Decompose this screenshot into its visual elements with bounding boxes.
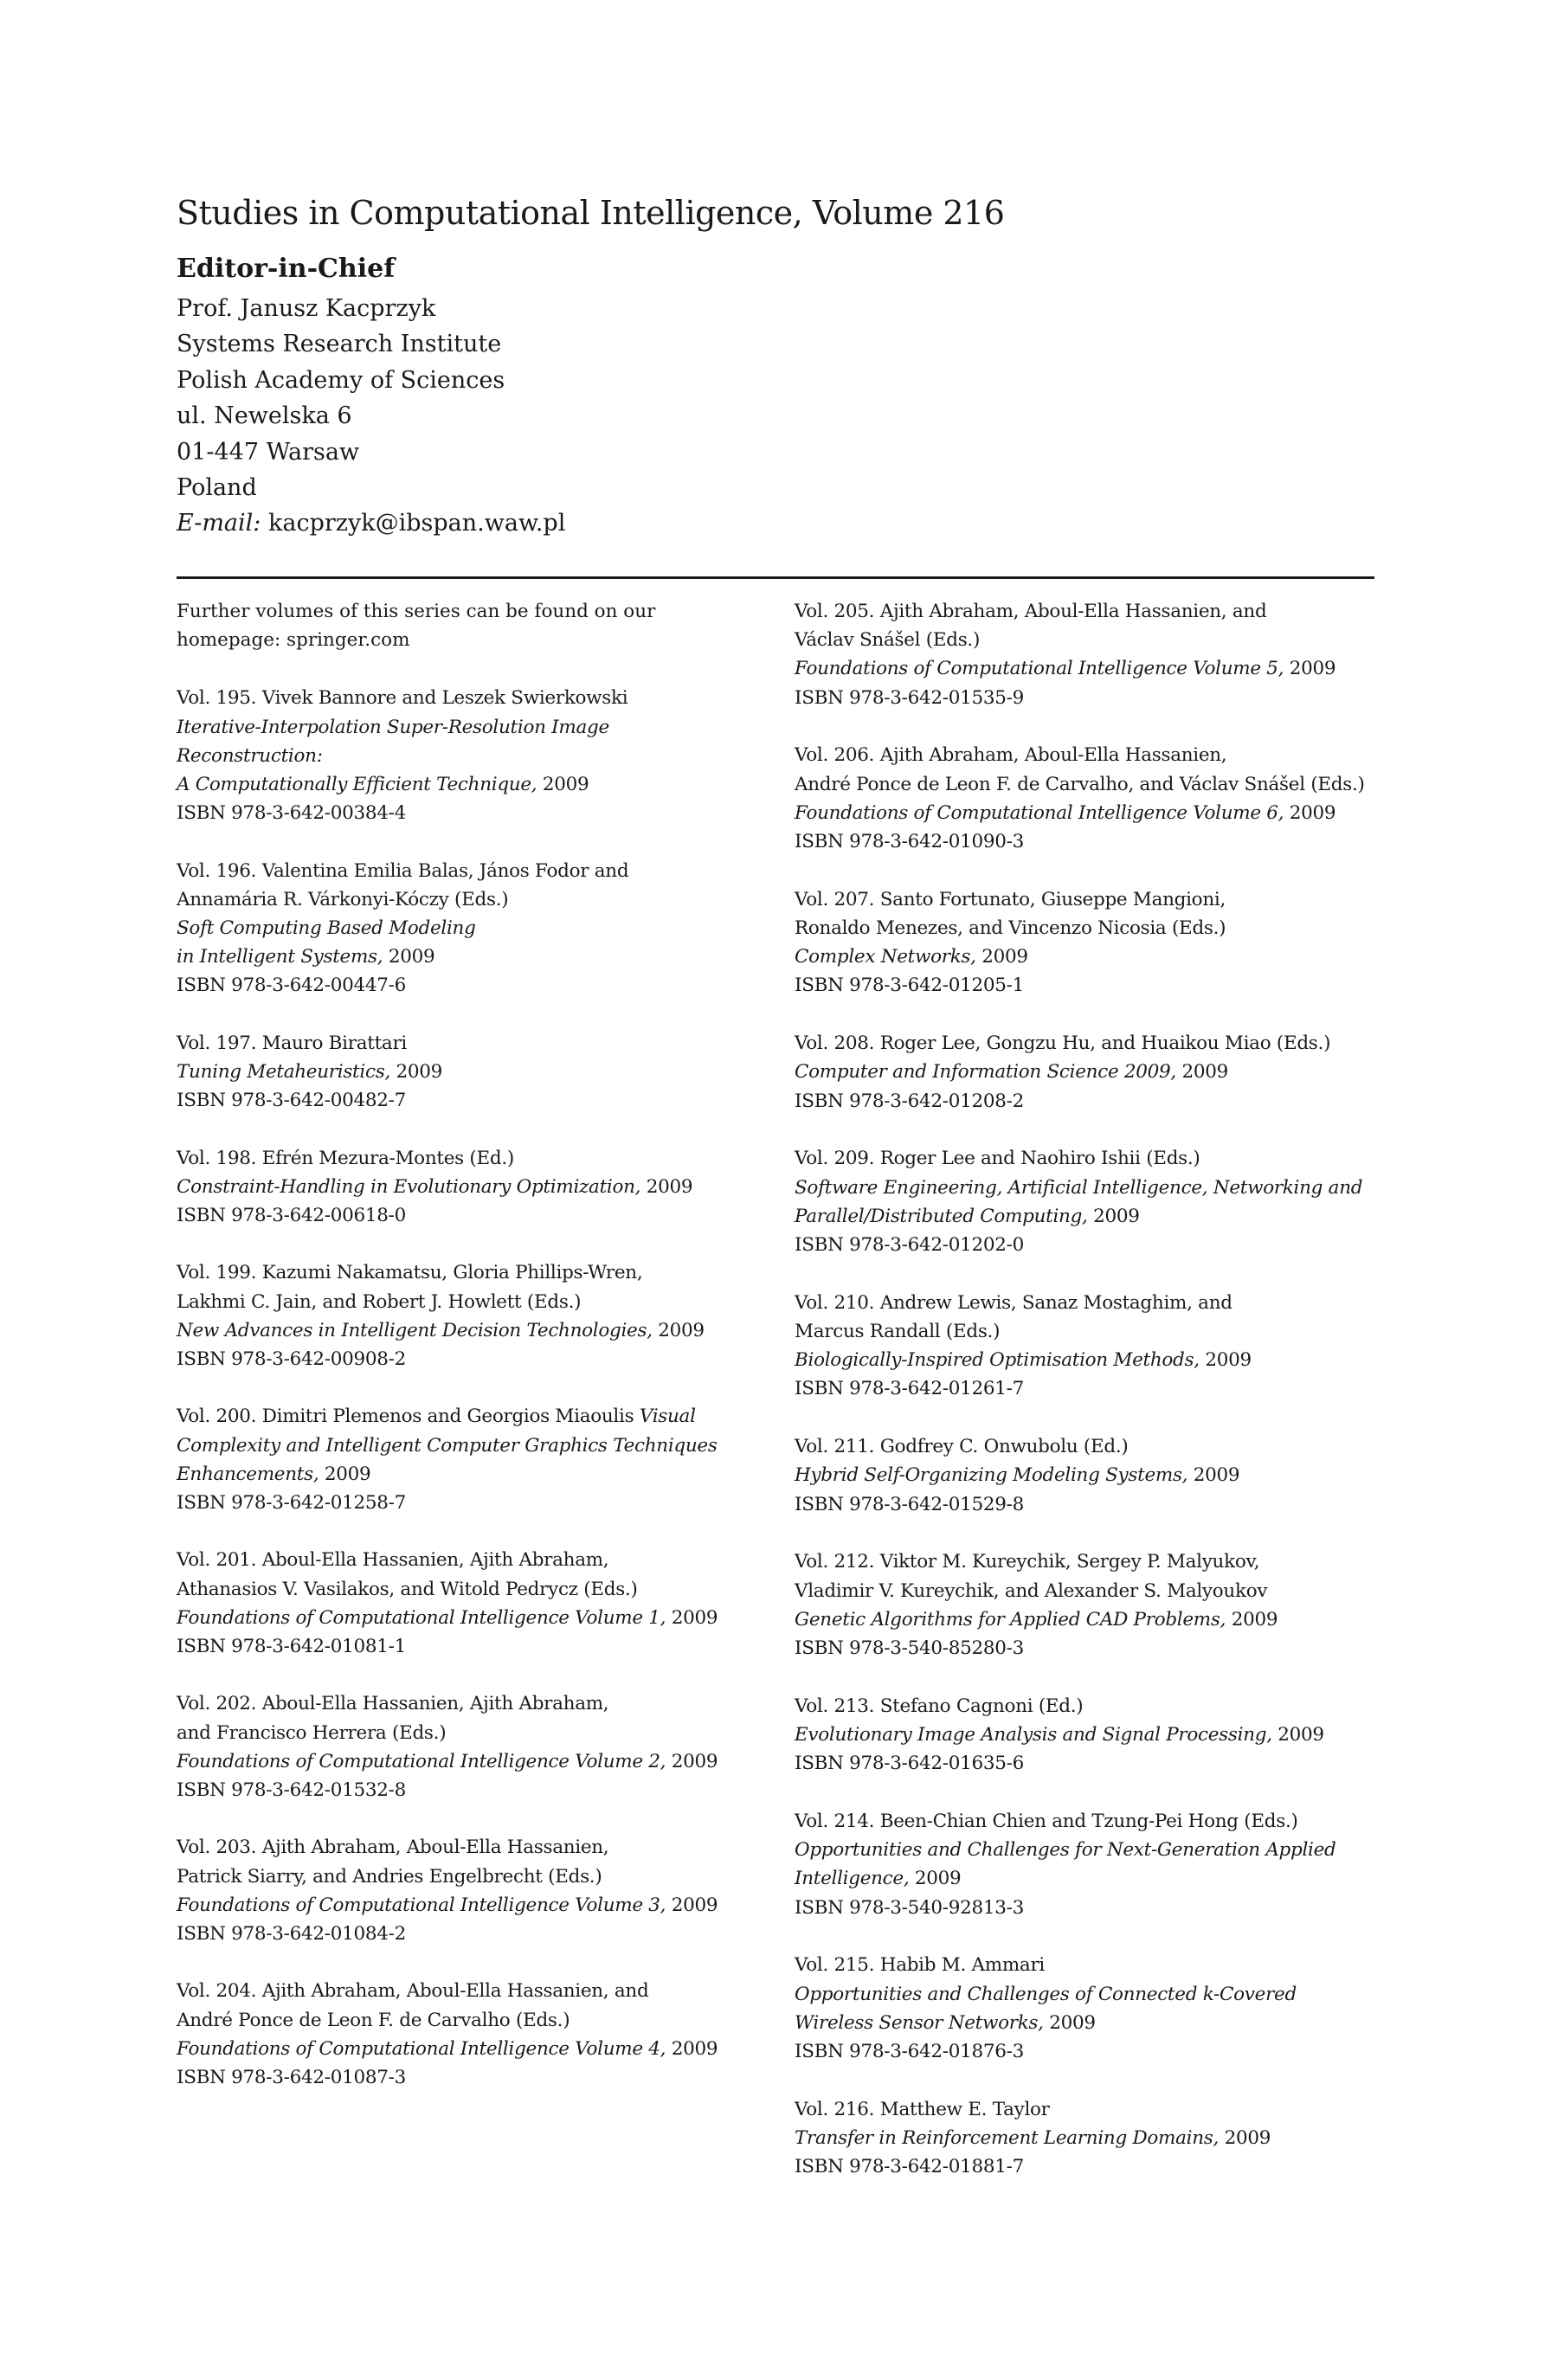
volume-text: Vol. 203. Ajith Abraham, Aboul-Ella Hassanien, bbox=[177, 1836, 609, 1859]
volume-text: ISBN 978-3-642-00908-2 bbox=[177, 1348, 406, 1371]
volume-line bbox=[177, 1862, 765, 1891]
volume-year: 2009 bbox=[1219, 2127, 1271, 2150]
volume-entry bbox=[177, 1689, 765, 1804]
volume-text: Vol. 213. Stefano Cagnoni (Ed.) bbox=[795, 1695, 1084, 1717]
volume-title-text: Complex Networks, bbox=[795, 946, 976, 968]
volume-line bbox=[177, 1431, 765, 1460]
volume-line bbox=[795, 654, 1383, 683]
volume-text: ISBN 978-3-642-01532-8 bbox=[177, 1779, 406, 1802]
volume-line bbox=[177, 1201, 765, 1230]
volume-entry bbox=[177, 1977, 765, 2092]
volume-entry bbox=[795, 1951, 1383, 2066]
volume-year: 2009 bbox=[909, 1868, 962, 1890]
volume-text: Vol. 197. Mauro Birattari bbox=[177, 1032, 408, 1054]
volume-line bbox=[795, 597, 1383, 626]
volume-entry bbox=[177, 1402, 765, 1517]
volume-text: ISBN 978-3-642-01087-3 bbox=[177, 2067, 406, 2089]
volume-text: ISBN 978-3-642-01881-7 bbox=[795, 2156, 1024, 2178]
volume-year: 2009 bbox=[383, 946, 435, 968]
volume-line bbox=[177, 1776, 765, 1804]
volume-text: ISBN 978-3-540-85280-3 bbox=[795, 1637, 1024, 1660]
volume-line bbox=[795, 1058, 1383, 1086]
volume-text: Vol. 207. Santo Fortunato, Giuseppe Mangioni, bbox=[795, 888, 1226, 910]
volume-text: Vol. 201. Aboul-Ella Hassanien, Ajith Abraham, bbox=[177, 1549, 609, 1572]
volume-title-text: Biologically-Inspired Optimisation Methods, bbox=[795, 1349, 1200, 1372]
volume-line bbox=[795, 1605, 1383, 1634]
volume-line bbox=[177, 1058, 765, 1086]
volume-line bbox=[795, 1087, 1383, 1116]
volume-text: André Ponce de Leon F. de Carvalho, and Václav Snášel (Eds.) bbox=[795, 773, 1365, 795]
volume-entry bbox=[795, 885, 1383, 1000]
volume-line bbox=[177, 1747, 765, 1776]
volume-line bbox=[795, 2037, 1383, 2066]
volume-line bbox=[177, 1489, 765, 1517]
series-title: Studies in Computational Intelligence, Volume 216 bbox=[177, 194, 1005, 232]
volume-line bbox=[177, 2006, 765, 2035]
volume-year: 2009 bbox=[1175, 1061, 1229, 1084]
volume-year: 2009 bbox=[319, 1463, 371, 1485]
volume-line bbox=[177, 1086, 765, 1115]
volume-title-text: Evolutionary Image Analysis and Signal Processing, bbox=[795, 1724, 1272, 1746]
volume-line bbox=[795, 1749, 1383, 1778]
volume-title-text: Transfer in Reinforcement Learning Domains, bbox=[795, 2127, 1220, 2150]
volume-year: 2009 bbox=[1043, 2011, 1096, 2034]
volume-line bbox=[177, 885, 765, 914]
volume-title-text: Reconstruction: bbox=[177, 744, 323, 767]
volume-text: Vol. 204. Ajith Abraham, Aboul-Ella Hassanien, and bbox=[177, 1980, 649, 2003]
volume-year: 2009 bbox=[666, 1606, 718, 1629]
volume-year: 2009 bbox=[1284, 801, 1336, 824]
volume-entry bbox=[795, 2095, 1383, 2182]
volume-line bbox=[795, 2152, 1383, 2181]
volume-entry bbox=[177, 1546, 765, 1661]
volume-line bbox=[795, 626, 1383, 654]
volume-line bbox=[795, 1836, 1383, 1864]
volume-text: ISBN 978-3-642-01635-6 bbox=[795, 1753, 1024, 1775]
volume-line bbox=[177, 942, 765, 971]
volume-year: 2009 bbox=[537, 774, 589, 796]
intro-line-2: homepage: springer.com bbox=[177, 629, 410, 652]
volume-line bbox=[177, 1173, 765, 1201]
volume-line bbox=[795, 1374, 1383, 1403]
volume-line bbox=[795, 1980, 1383, 2009]
volume-line bbox=[177, 1258, 765, 1287]
volume-text: Marcus Randall (Eds.) bbox=[795, 1321, 1001, 1343]
volume-title-text: Tuning Metaheuristics, bbox=[177, 1061, 390, 1084]
volume-title-text: Visual bbox=[634, 1405, 696, 1428]
volume-title-text: A Computationally Efficient Technique, bbox=[177, 774, 537, 796]
volume-line bbox=[177, 914, 765, 942]
volume-line bbox=[177, 1460, 765, 1489]
volume-line bbox=[177, 713, 765, 742]
volume-line bbox=[177, 1575, 765, 1604]
volume-text: Vol. 214. Been-Chian Chien and Tzung-Pei Hong (Eds.) bbox=[795, 1811, 1298, 1833]
email-address[interactable]: kacprzyk@ibspan.waw.pl bbox=[268, 510, 566, 537]
volume-line bbox=[795, 1894, 1383, 1922]
volume-text: ISBN 978-3-642-01081-1 bbox=[177, 1636, 406, 1658]
volume-text: ISBN 978-3-642-01258-7 bbox=[177, 1492, 406, 1515]
volume-entry bbox=[795, 1547, 1383, 1663]
volume-line bbox=[177, 1288, 765, 1316]
section-divider bbox=[177, 576, 1374, 579]
volume-text: Ronaldo Menezes, and Vincenzo Nicosia (Eds.) bbox=[795, 917, 1226, 940]
volume-year: 2009 bbox=[975, 946, 1028, 968]
volume-line bbox=[795, 971, 1383, 1000]
volume-text: ISBN 978-3-642-01876-3 bbox=[795, 2041, 1024, 2063]
volume-line bbox=[795, 1174, 1383, 1202]
volume-entry bbox=[795, 1029, 1383, 1116]
volume-line bbox=[177, 1316, 765, 1345]
volume-text: ISBN 978-3-642-01261-7 bbox=[795, 1378, 1024, 1400]
volume-text: Annamária R. Várkonyi-Kóczy (Eds.) bbox=[177, 888, 509, 910]
volume-year: 2009 bbox=[666, 1750, 718, 1772]
volume-year: 2009 bbox=[1226, 1608, 1278, 1631]
volume-line bbox=[177, 1632, 765, 1661]
volume-text: ISBN 978-3-642-01090-3 bbox=[795, 831, 1024, 853]
volume-year: 2009 bbox=[666, 2037, 718, 2060]
editor-country: Poland bbox=[177, 474, 257, 502]
volume-year: 2009 bbox=[389, 1061, 443, 1084]
volume-line bbox=[177, 1689, 765, 1718]
volume-line bbox=[795, 684, 1383, 712]
volume-title-text: Wireless Sensor Networks, bbox=[795, 2011, 1044, 2034]
volume-line bbox=[177, 1345, 765, 1373]
volume-line bbox=[795, 942, 1383, 971]
volume-line bbox=[177, 1402, 765, 1431]
volume-line bbox=[795, 1721, 1383, 1749]
volume-year: 2009 bbox=[652, 1319, 705, 1341]
volume-text: Vol. 202. Aboul-Ella Hassanien, Ajith Abraham, bbox=[177, 1693, 609, 1715]
volume-line bbox=[795, 1202, 1383, 1231]
volume-year: 2009 bbox=[666, 1894, 718, 1916]
volume-line bbox=[795, 741, 1383, 769]
volume-text: Vol. 208. Roger Lee, Gongzu Hu, and Huaikou Miao (Eds.) bbox=[795, 1032, 1331, 1055]
volume-text: Vol. 211. Godfrey C. Onwubolu (Ed.) bbox=[795, 1436, 1129, 1458]
volume-text: Vol. 212. Viktor M. Kureychik, Sergey P. Malyukov, bbox=[795, 1551, 1260, 1573]
intro-spacer bbox=[177, 654, 765, 684]
volume-line bbox=[177, 2035, 765, 2063]
volume-line bbox=[795, 2095, 1383, 2124]
volume-text: Vol. 196. Valentina Emilia Balas, János Fodor and bbox=[177, 859, 629, 882]
volume-line bbox=[177, 1833, 765, 1862]
volume-title-text: in Intelligent Systems, bbox=[177, 946, 383, 968]
volume-entry bbox=[177, 1258, 765, 1373]
volume-line bbox=[177, 857, 765, 885]
volume-text: Vol. 206. Ajith Abraham, Aboul-Ella Hassanien, bbox=[795, 744, 1227, 767]
volume-title-text: Foundations of Computational Intelligence Volume 1, bbox=[177, 1606, 666, 1629]
volume-text: Vladimir V. Kureychik, and Alexander S. Malyoukov bbox=[795, 1579, 1268, 1602]
volume-year: 2009 bbox=[1187, 1464, 1240, 1487]
volume-text: ISBN 978-3-642-00447-6 bbox=[177, 975, 406, 997]
volume-entry bbox=[795, 1807, 1383, 1922]
volume-entry bbox=[795, 1432, 1383, 1519]
volume-text: ISBN 978-3-642-00384-4 bbox=[177, 802, 406, 825]
volumes-column-left bbox=[177, 597, 765, 2120]
volume-text: Vol. 195. Vivek Bannore and Leszek Swierkowski bbox=[177, 687, 628, 710]
volume-line bbox=[177, 770, 765, 799]
volume-line bbox=[177, 1546, 765, 1574]
volume-title-text: Foundations of Computational Intelligence Volume 3, bbox=[177, 1894, 666, 1916]
volume-text: ISBN 978-3-540-92813-3 bbox=[795, 1896, 1024, 1919]
editor-email bbox=[177, 505, 565, 541]
volume-line bbox=[177, 742, 765, 770]
volume-year: 2009 bbox=[1199, 1349, 1252, 1372]
volume-text: ISBN 978-3-642-00618-0 bbox=[177, 1205, 406, 1227]
volume-text: Vol. 216. Matthew E. Taylor bbox=[795, 2098, 1050, 2120]
volume-year: 2009 bbox=[1271, 1724, 1324, 1746]
volume-text: Vol. 198. Efrén Mezura-Montes (Ed.) bbox=[177, 1147, 514, 1169]
volume-text: Athanasios V. Vasilakos, and Witold Pedrycz (Eds.) bbox=[177, 1578, 638, 1600]
volume-title-text: Constraint-Handling in Evolutionary Optimization, bbox=[177, 1175, 641, 1198]
volume-line bbox=[795, 799, 1383, 827]
email-label: E-mail: bbox=[177, 510, 261, 537]
volume-line bbox=[795, 1461, 1383, 1489]
volume-line bbox=[795, 1289, 1383, 1317]
volume-title-text: Soft Computing Based Modeling bbox=[177, 917, 476, 940]
volume-line bbox=[795, 914, 1383, 942]
volume-text: Vol. 205. Ajith Abraham, Aboul-Ella Hassanien, and bbox=[795, 601, 1267, 622]
volume-text: ISBN 978-3-642-01205-1 bbox=[795, 975, 1024, 997]
volume-line bbox=[177, 1144, 765, 1173]
volume-line bbox=[177, 1029, 765, 1058]
volume-line bbox=[177, 2063, 765, 2092]
volume-title-text: Foundations of Computational Intelligence Volume 4, bbox=[177, 2037, 666, 2060]
volume-title-text: Opportunities and Challenges of Connected k-Covered bbox=[795, 1983, 1297, 2005]
volume-text: Vol. 209. Roger Lee and Naohiro Ishii (Eds.) bbox=[795, 1148, 1200, 1170]
intro-line-1: Further volumes of this series can be found on our bbox=[177, 601, 656, 622]
editor-institute: Systems Research Institute bbox=[177, 331, 502, 358]
volume-entry bbox=[795, 1144, 1383, 1259]
volume-entry bbox=[795, 1692, 1383, 1779]
volume-line bbox=[795, 885, 1383, 914]
volume-year: 2009 bbox=[1284, 658, 1336, 680]
volume-line bbox=[795, 1634, 1383, 1663]
volume-entry bbox=[795, 741, 1383, 856]
volume-line bbox=[177, 1604, 765, 1632]
volume-title-text: Opportunities and Challenges for Next-Generation Applied bbox=[795, 1839, 1336, 1862]
volume-line bbox=[795, 1951, 1383, 1979]
volume-text: Lakhmi C. Jain, and Robert J. Howlett (Eds.) bbox=[177, 1290, 582, 1313]
volume-entry bbox=[177, 1029, 765, 1116]
volume-line bbox=[795, 2124, 1383, 2152]
volume-line bbox=[795, 2009, 1383, 2037]
volume-text: ISBN 978-3-642-01084-2 bbox=[177, 1923, 406, 1946]
volume-entry bbox=[795, 1289, 1383, 1404]
volume-line bbox=[795, 1346, 1383, 1374]
volume-line bbox=[177, 684, 765, 712]
editor-block bbox=[177, 251, 565, 542]
volume-text: ISBN 978-3-642-01535-9 bbox=[795, 686, 1024, 709]
volume-text: ISBN 978-3-642-00482-7 bbox=[177, 1090, 406, 1112]
volume-text: Vol. 215. Habib M. Ammari bbox=[795, 1954, 1046, 1977]
volume-year: 2009 bbox=[1087, 1205, 1140, 1227]
volume-line bbox=[795, 1317, 1383, 1346]
volume-title-text: Foundations of Computational Intelligence Volume 2, bbox=[177, 1750, 666, 1772]
volume-text: and Francisco Herrera (Eds.) bbox=[177, 1721, 447, 1744]
volume-line bbox=[795, 1144, 1383, 1173]
volume-line bbox=[795, 1807, 1383, 1836]
volume-text: Václav Snášel (Eds.) bbox=[795, 629, 981, 652]
volume-title-text: Complexity and Intelligent Computer Graphics Techniques bbox=[177, 1434, 718, 1457]
volume-title-text: Computer and Information Science 2009, bbox=[795, 1061, 1176, 1084]
volume-text: ISBN 978-3-642-01529-8 bbox=[795, 1493, 1024, 1515]
editor-heading: Editor-in-Chief bbox=[177, 254, 396, 284]
volume-text: ISBN 978-3-642-01202-0 bbox=[795, 1234, 1024, 1257]
volume-line bbox=[177, 1891, 765, 1920]
volume-text: Patrick Siarry, and Andries Engelbrecht (Eds.) bbox=[177, 1865, 602, 1888]
volume-line bbox=[795, 827, 1383, 856]
volume-title-text: Parallel/Distributed Computing, bbox=[795, 1205, 1088, 1227]
volume-entry bbox=[795, 597, 1383, 712]
volume-text: Vol. 200. Dimitri Plemenos and Georgios Miaoulis bbox=[177, 1405, 634, 1428]
volume-text: Vol. 199. Kazumi Nakamatsu, Gloria Phillips-Wren, bbox=[177, 1262, 643, 1284]
volume-title-text: Hybrid Self-Organizing Modeling Systems, bbox=[795, 1464, 1188, 1487]
volume-entry bbox=[177, 1144, 765, 1231]
volume-line bbox=[177, 1977, 765, 2005]
volume-line bbox=[795, 1547, 1383, 1576]
volume-title-text: Intelligence, bbox=[795, 1868, 910, 1890]
volume-title-text: Foundations of Computational Intelligence Volume 6, bbox=[795, 801, 1284, 824]
volume-entry bbox=[177, 857, 765, 1000]
editor-street: ul. Newelska 6 bbox=[177, 402, 352, 430]
volume-title-text: New Advances in Intelligent Decision Technologies, bbox=[177, 1319, 653, 1341]
editor-academy: Polish Academy of Sciences bbox=[177, 366, 505, 394]
volume-line bbox=[795, 1692, 1383, 1721]
volume-text: ISBN 978-3-642-01208-2 bbox=[795, 1090, 1024, 1112]
volume-title-text: Software Engineering, Artificial Intelligence, Networking and bbox=[795, 1176, 1363, 1199]
volumes-column-right bbox=[795, 597, 1383, 2210]
editor-name: Prof. Janusz Kacprzyk bbox=[177, 295, 436, 322]
volume-title-text: Iterative-Interpolation Super-Resolution Image bbox=[177, 716, 609, 738]
volume-line bbox=[795, 770, 1383, 799]
volume-title-text: Genetic Algorithms for Applied CAD Problems, bbox=[795, 1608, 1226, 1631]
volume-line bbox=[177, 1920, 765, 1948]
volume-title-text: Enhancements, bbox=[177, 1463, 319, 1485]
volume-line bbox=[177, 971, 765, 1000]
volume-entry bbox=[177, 1833, 765, 1948]
volume-line bbox=[795, 1029, 1383, 1058]
volume-entry bbox=[177, 684, 765, 827]
volume-line bbox=[795, 1432, 1383, 1461]
volume-title-text: Foundations of Computational Intelligence Volume 5, bbox=[795, 658, 1284, 680]
volume-year: 2009 bbox=[640, 1175, 693, 1198]
volume-line bbox=[177, 1719, 765, 1747]
volume-line bbox=[795, 1490, 1383, 1519]
volume-line bbox=[795, 1231, 1383, 1259]
volume-line bbox=[795, 1864, 1383, 1893]
volume-text: Vol. 210. Andrew Lewis, Sanaz Mostaghim, and bbox=[795, 1291, 1232, 1314]
volume-line bbox=[795, 1577, 1383, 1605]
volume-line bbox=[177, 799, 765, 827]
editor-city: 01-447 Warsaw bbox=[177, 438, 360, 466]
volume-text: André Ponce de Leon F. de Carvalho (Eds.) bbox=[177, 2009, 570, 2031]
